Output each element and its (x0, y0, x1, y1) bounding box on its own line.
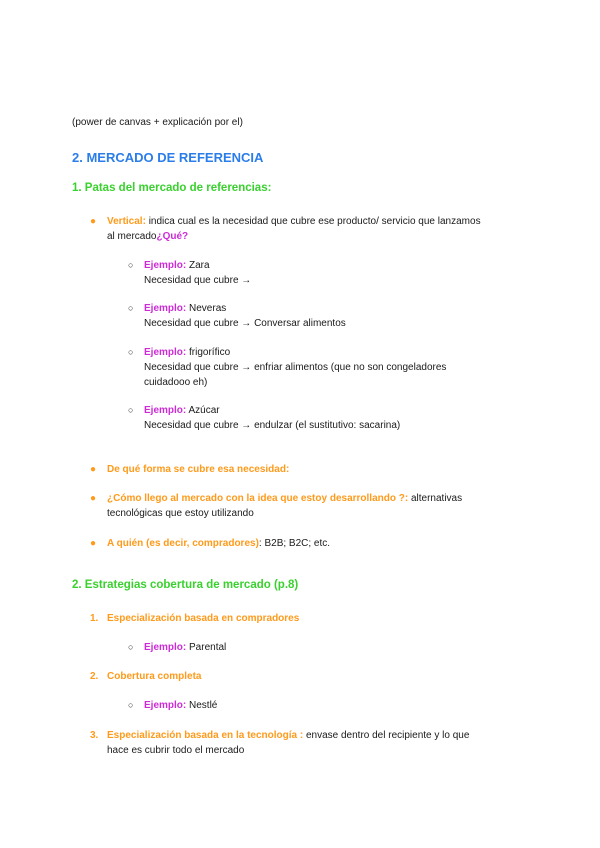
vertical-line-2 (107, 229, 188, 244)
circle-bullet-icon: ○ (128, 303, 134, 313)
bullet-quien-text: B2B; B2C; etc. (261, 538, 331, 549)
example-label: Ejemplo: (144, 405, 187, 416)
example-value: Nestlé (186, 700, 218, 711)
example-need: Necesidad que cubre → Conversar alimentos (144, 318, 346, 329)
example-value: Zara (186, 260, 210, 271)
circle-bullet-icon: ○ (128, 260, 134, 270)
strategy-tecnologia-line-1 (107, 728, 469, 743)
intro-text: (power de canvas + explicación por el) (72, 117, 243, 128)
bullet-como-line-2: tecnológicas que estoy utilizando (107, 508, 254, 519)
bullet-icon: ● (90, 216, 97, 227)
example-value: Neveras (186, 303, 227, 314)
bullet-quien (107, 536, 330, 551)
vertical-line-1 (107, 214, 481, 229)
vertical-question: ¿Qué? (156, 231, 189, 242)
list-number: 2. (90, 671, 99, 682)
example-value: Parental (186, 642, 227, 653)
section-title: 2. MERCADO DE REFERENCIA (72, 150, 264, 165)
circle-bullet-icon: ○ (128, 700, 134, 710)
example-zara (144, 258, 210, 273)
example-label: Ejemplo: (144, 700, 187, 711)
list-number: 1. (90, 613, 99, 624)
strategy-compradores: Especialización basada en compradores (107, 613, 300, 624)
strategy-cobertura: Cobertura completa (107, 671, 202, 682)
bullet-icon: ● (90, 464, 97, 475)
strategy-tecnologia-line-2: hace es cubrir todo el mercado (107, 745, 245, 756)
example-value: Azúcar (186, 405, 220, 416)
example-label: Ejemplo: (144, 347, 187, 358)
strategy-example (144, 698, 217, 713)
circle-bullet-icon: ○ (128, 405, 134, 415)
example-label: Ejemplo: (144, 303, 187, 314)
example-neveras (144, 301, 226, 316)
bullet-como-line-1 (107, 491, 462, 506)
example-frigorifico (144, 345, 230, 360)
list-number: 3. (90, 730, 99, 741)
example-need: Necesidad que cubre → endulzar (el sustitutivo: sacarina) (144, 420, 401, 431)
vertical-text-2: al mercado (107, 231, 157, 242)
example-need: Necesidad que cubre → (144, 275, 252, 286)
subsection-title-2: 2. Estrategias cobertura de mercado (p.8) (72, 579, 299, 591)
example-label: Ejemplo: (144, 642, 187, 653)
bullet-quien-colon: : (258, 538, 262, 549)
example-value: frigorífico (186, 347, 231, 358)
vertical-text-1: indica cual es la necesidad que cubre ese producto/ servicio que lanzamos (145, 216, 481, 227)
bullet-como-text-1: alternativas (408, 493, 463, 504)
strategy-tecnologia-text-1: envase dentro del recipiente y lo que (303, 730, 470, 741)
bullet-forma: De qué forma se cubre esa necesidad: (107, 464, 290, 475)
strategy-tecnologia-label: Especialización basada en la tecnología : (107, 730, 304, 741)
example-label: Ejemplo: (144, 260, 187, 271)
example-azucar (144, 403, 220, 418)
bullet-icon: ● (90, 538, 97, 549)
circle-bullet-icon: ○ (128, 347, 134, 357)
bullet-quien-label: A quién (es decir, compradores) (107, 538, 259, 549)
example-need: Necesidad que cubre → enfriar alimentos (que no son congeladores (144, 362, 447, 373)
strategy-example (144, 640, 226, 655)
subsection-title-1: 1. Patas del mercado de referencias: (72, 182, 272, 194)
circle-bullet-icon: ○ (128, 642, 134, 652)
vertical-label: Vertical: (107, 216, 146, 227)
bullet-icon: ● (90, 493, 97, 504)
bullet-como-label: ¿Cómo llego al mercado con la idea que estoy desarrollando ?: (107, 493, 409, 504)
example-need-cont: cuidadooo eh) (144, 377, 208, 388)
